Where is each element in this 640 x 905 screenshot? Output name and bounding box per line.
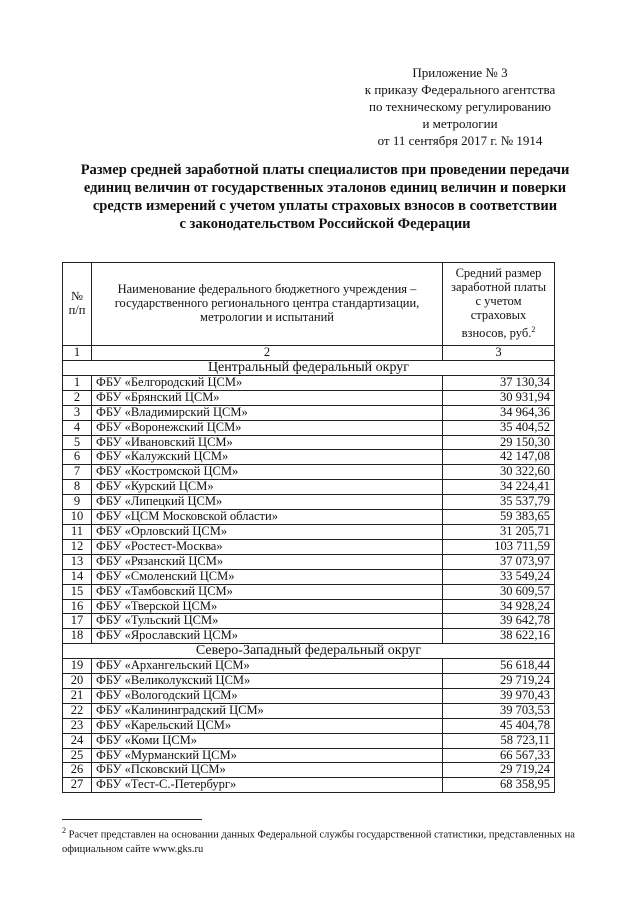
region-title: Центральный федеральный округ [63, 361, 555, 376]
row-number: 7 [63, 465, 92, 480]
row-number: 22 [63, 703, 92, 718]
row-number: 1 [63, 375, 92, 390]
table-row [63, 763, 555, 778]
average-salary: 29 719,24 [443, 763, 555, 778]
average-salary: 37 130,34 [443, 375, 555, 390]
row-number: 15 [63, 584, 92, 599]
column-number: 3 [443, 346, 555, 361]
table-row [63, 495, 555, 510]
header-number: № п/п [63, 263, 92, 346]
institution-name: ФБУ «Калужский ЦСМ» [92, 450, 443, 465]
region-row [63, 644, 555, 659]
table-row [63, 778, 555, 793]
average-salary: 30 609,57 [443, 584, 555, 599]
institution-name: ФБУ «Коми ЦСМ» [92, 733, 443, 748]
institution-name: ФБУ «Костромской ЦСМ» [92, 465, 443, 480]
row-number: 24 [63, 733, 92, 748]
table-row [63, 435, 555, 450]
average-salary: 35 537,79 [443, 495, 555, 510]
average-salary: 103 711,59 [443, 539, 555, 554]
average-salary: 34 928,24 [443, 599, 555, 614]
institution-name: ФБУ «Мурманский ЦСМ» [92, 748, 443, 763]
appendix-line: и метрологии [422, 116, 498, 131]
column-number: 2 [92, 346, 443, 361]
institution-name: ФБУ «Карельский ЦСМ» [92, 718, 443, 733]
footnote [62, 824, 592, 857]
institution-name: ФБУ «Ростест-Москва» [92, 539, 443, 554]
document-title [40, 161, 610, 233]
average-salary: 31 205,71 [443, 524, 555, 539]
table-row [63, 569, 555, 584]
footnote-mark: 2 [62, 826, 66, 835]
table-row [63, 599, 555, 614]
footnote-text: Расчет представлен на основании данных Федеральной службы государственной статистики, представленных на официальном сайте www.gks.ru [62, 829, 575, 855]
average-salary: 37 073,97 [443, 554, 555, 569]
table-row [63, 584, 555, 599]
appendix-line: к приказу Федерального агентства [364, 82, 556, 97]
table-row [63, 480, 555, 495]
average-salary: 39 703,53 [443, 703, 555, 718]
row-number: 21 [63, 688, 92, 703]
table-row [63, 405, 555, 420]
institution-name: ФБУ «Ярославский ЦСМ» [92, 629, 443, 644]
row-number: 26 [63, 763, 92, 778]
row-number: 20 [63, 674, 92, 689]
region-row [63, 361, 555, 376]
table-row [63, 659, 555, 674]
institution-name: ФБУ «Псковский ЦСМ» [92, 763, 443, 778]
table-row [63, 674, 555, 689]
average-salary: 34 224,41 [443, 480, 555, 495]
title-line: средств измерений с учетом уплаты страховых взносов в соответствии [92, 198, 558, 214]
table-row [63, 524, 555, 539]
table-row [63, 510, 555, 525]
footnote-ref: 2 [531, 324, 536, 334]
average-salary: 66 567,33 [443, 748, 555, 763]
average-salary: 29 719,24 [443, 674, 555, 689]
institution-name: ФБУ «Тамбовский ЦСМ» [92, 584, 443, 599]
table-row [63, 420, 555, 435]
institution-name: ФБУ «Курский ЦСМ» [92, 480, 443, 495]
average-salary: 30 322,60 [443, 465, 555, 480]
row-number: 17 [63, 614, 92, 629]
row-number: 25 [63, 748, 92, 763]
average-salary: 35 404,52 [443, 420, 555, 435]
column-number-row [63, 346, 555, 361]
appendix-block [330, 64, 590, 149]
institution-name: ФБУ «Великолукский ЦСМ» [92, 674, 443, 689]
institution-name: ФБУ «Тульский ЦСМ» [92, 614, 443, 629]
row-number: 13 [63, 554, 92, 569]
average-salary: 39 970,43 [443, 688, 555, 703]
table-row [63, 688, 555, 703]
row-number: 4 [63, 420, 92, 435]
average-salary: 39 642,78 [443, 614, 555, 629]
row-number: 12 [63, 539, 92, 554]
institution-name: ФБУ «Тверской ЦСМ» [92, 599, 443, 614]
table-row [63, 390, 555, 405]
institution-name: ФБУ «Ивановский ЦСМ» [92, 435, 443, 450]
institution-name: ФБУ «ЦСМ Московской области» [92, 510, 443, 525]
row-number: 27 [63, 778, 92, 793]
institution-name: ФБУ «Белгородский ЦСМ» [92, 375, 443, 390]
table-row [63, 703, 555, 718]
table-row [63, 375, 555, 390]
row-number: 11 [63, 524, 92, 539]
appendix-line: от 11 сентября 2017 г. № 1914 [377, 133, 543, 148]
institution-name: ФБУ «Смоленский ЦСМ» [92, 569, 443, 584]
average-salary: 38 622,16 [443, 629, 555, 644]
row-number: 19 [63, 659, 92, 674]
institution-name: ФБУ «Рязанский ЦСМ» [92, 554, 443, 569]
table-row [63, 629, 555, 644]
header-salary-text: Средний размер заработной платы с учетом страховых взносов, руб. [451, 266, 546, 340]
row-number: 6 [63, 450, 92, 465]
table-row [63, 733, 555, 748]
average-salary: 33 549,24 [443, 569, 555, 584]
appendix-line: Приложение № 3 [412, 65, 508, 80]
title-line: с законодательством Российской Федерации [179, 216, 471, 232]
footnote-divider [62, 819, 202, 820]
row-number: 10 [63, 510, 92, 525]
row-number: 23 [63, 718, 92, 733]
row-number: 14 [63, 569, 92, 584]
table-row [63, 539, 555, 554]
institution-name: ФБУ «Брянский ЦСМ» [92, 390, 443, 405]
salary-table [62, 262, 555, 793]
institution-name: ФБУ «Орловский ЦСМ» [92, 524, 443, 539]
row-number: 18 [63, 629, 92, 644]
row-number: 5 [63, 435, 92, 450]
institution-name: ФБУ «Владимирский ЦСМ» [92, 405, 443, 420]
row-number: 2 [63, 390, 92, 405]
institution-name: ФБУ «Тест-С.-Петербург» [92, 778, 443, 793]
row-number: 8 [63, 480, 92, 495]
institution-name: ФБУ «Липецкий ЦСМ» [92, 495, 443, 510]
table-row [63, 614, 555, 629]
average-salary: 34 964,36 [443, 405, 555, 420]
column-number: 1 [63, 346, 92, 361]
average-salary: 58 723,11 [443, 733, 555, 748]
header-average-salary [443, 263, 555, 346]
region-title: Северо-Западный федеральный округ [63, 644, 555, 659]
row-number: 9 [63, 495, 92, 510]
average-salary: 68 358,95 [443, 778, 555, 793]
table-row [63, 554, 555, 569]
title-line: Размер средней заработной платы специалистов при проведении передачи [80, 162, 570, 178]
row-number: 3 [63, 405, 92, 420]
institution-name: ФБУ «Вологодский ЦСМ» [92, 688, 443, 703]
row-number: 16 [63, 599, 92, 614]
appendix-line: по техническому регулированию [368, 99, 552, 114]
average-salary: 30 931,94 [443, 390, 555, 405]
average-salary: 45 404,78 [443, 718, 555, 733]
table-row [63, 465, 555, 480]
institution-name: ФБУ «Архангельский ЦСМ» [92, 659, 443, 674]
header-institution-name: Наименование федерального бюджетного учреждения – государственного регионального центра стандартизации, метрологии и испытаний [92, 263, 443, 346]
average-salary: 29 150,30 [443, 435, 555, 450]
average-salary: 59 383,65 [443, 510, 555, 525]
average-salary: 56 618,44 [443, 659, 555, 674]
institution-name: ФБУ «Калининградский ЦСМ» [92, 703, 443, 718]
average-salary: 42 147,08 [443, 450, 555, 465]
table-body [63, 361, 555, 793]
table-row [63, 450, 555, 465]
title-line: единиц величин от государственных эталонов единиц величин и поверки [83, 180, 567, 196]
table-header-row [63, 263, 555, 346]
institution-name: ФБУ «Воронежский ЦСМ» [92, 420, 443, 435]
table-row [63, 718, 555, 733]
table-row [63, 748, 555, 763]
